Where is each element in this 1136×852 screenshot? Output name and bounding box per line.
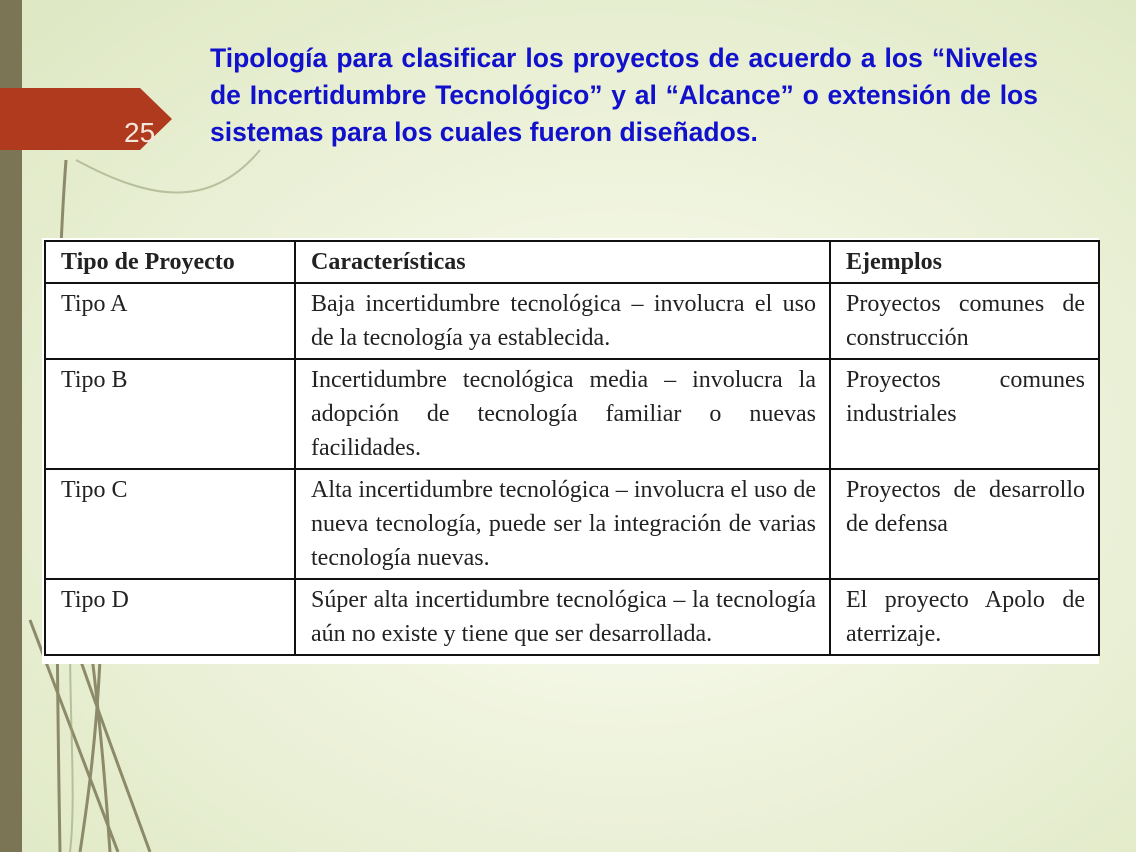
cell-caracteristicas: Incertidumbre tecnológica media – involucra la adopción de tecnología familiar o nuevas facilidades. [295,359,830,469]
cell-ejemplos: Proyectos de desarrollo de defensa [830,469,1099,579]
table-row [45,579,1099,655]
table-header-row [45,241,1099,283]
cell-caracteristicas: Baja incertidumbre tecnológica – involucra el uso de la tecnología ya establecida. [295,283,830,359]
cell-caracteristicas: Alta incertidumbre tecnológica – involucra el uso de nueva tecnología, puede ser la integración de varias tecnología nuevas. [295,469,830,579]
cell-tipo: Tipo B [45,359,295,469]
table-row [45,469,1099,579]
header-caracteristicas: Características [295,241,830,283]
cell-tipo: Tipo A [45,283,295,359]
cell-caracteristicas: Súper alta incertidumbre tecnológica – la tecnología aún no existe y tiene que ser desarrollada. [295,579,830,655]
cell-ejemplos: Proyectos comunes industriales [830,359,1099,469]
header-tipo: Tipo de Proyecto [45,241,295,283]
project-types-table [42,238,1099,664]
header-ejemplos: Ejemplos [830,241,1099,283]
table-row [45,283,1099,359]
cell-tipo: Tipo D [45,579,295,655]
slide-number: 25 [124,117,156,148]
cell-ejemplos: El proyecto Apolo de aterrizaje. [830,579,1099,655]
table-row [45,359,1099,469]
slide-title: Tipología para clasificar los proyectos de acuerdo a los “Niveles de Incertidumbre Tecnológico” y al “Alcance” o extensión de los sistemas para los cuales fueron diseñados. [210,43,1038,147]
cell-ejemplos: Proyectos comunes de construcción [830,283,1099,359]
cell-tipo: Tipo C [45,469,295,579]
